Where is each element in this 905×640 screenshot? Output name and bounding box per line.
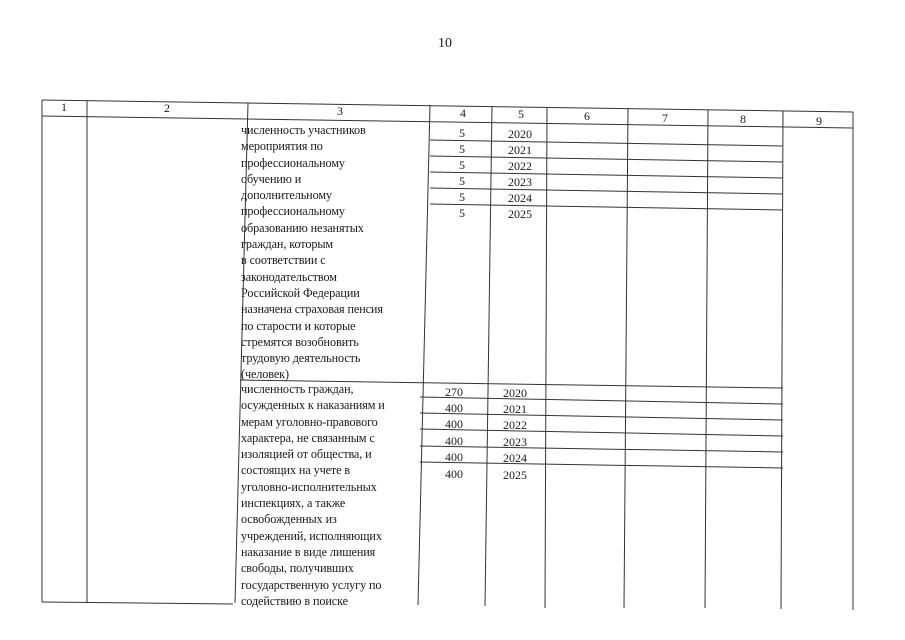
row-1-value-2021: 5 [459,142,465,156]
row-1-year-2025: 2025 [508,207,532,221]
header-col-8: 8 [740,112,746,126]
header-col-2: 2 [164,101,170,115]
header-col-4: 4 [460,106,466,120]
row-2-value-2025: 400 [445,467,463,481]
row-1-year-2021: 2021 [508,143,532,157]
row-2-value-2024: 400 [445,450,463,464]
row-2-year-2022: 2022 [503,418,527,432]
row-1-description: численность участников мероприятия по профессиональному обучению и дополнительному профессиональному образованию незанятых граждан, которым в соответствии с законодательством Российской Федерации назначена страховая пенсия по старости и которые стремятся возобновить трудовую деятельность (человек) [241,123,383,382]
row-1-value-2024: 5 [459,190,465,204]
row-1-year-2024: 2024 [508,191,532,205]
row-1-value-2023: 5 [459,174,465,188]
row-1-year-2020: 2020 [508,127,532,141]
row-2-year-2023: 2023 [503,435,527,449]
row-2-year-2024: 2024 [503,451,527,465]
row-2-value-2023: 400 [445,434,463,448]
row-2-value-2020: 270 [445,385,463,399]
row-2-value-2022: 400 [445,417,463,431]
row-2-description: численность граждан, осужденных к наказаниям и мерам уголовно-правового характера, не связанным с изоляцией от общества, и состоящих на учете в уголовно-исполнительных инспекциях, а также освобожденных из учреждений, исполняющих наказание в виде лишения свободы, получивших государственную услугу по содействию в поиске [241,382,385,608]
header-col-6: 6 [584,109,590,123]
row-2-year-2025: 2025 [503,468,527,482]
header-col-7: 7 [662,111,668,125]
row-1-year-2022: 2022 [508,159,532,173]
row-1-value-2020: 5 [459,126,465,140]
header-col-3: 3 [337,104,343,118]
row-2-value-2021: 400 [445,401,463,415]
page-number: 10 [438,36,452,51]
row-2-year-2020: 2020 [503,386,527,400]
header-col-5: 5 [518,107,524,121]
row-1-value-2025: 5 [459,206,465,220]
header-col-1: 1 [61,100,67,114]
row-2-year-2021: 2021 [503,402,527,416]
row-1-value-2022: 5 [459,158,465,172]
row-1-year-2023: 2023 [508,175,532,189]
header-col-9: 9 [816,114,822,128]
